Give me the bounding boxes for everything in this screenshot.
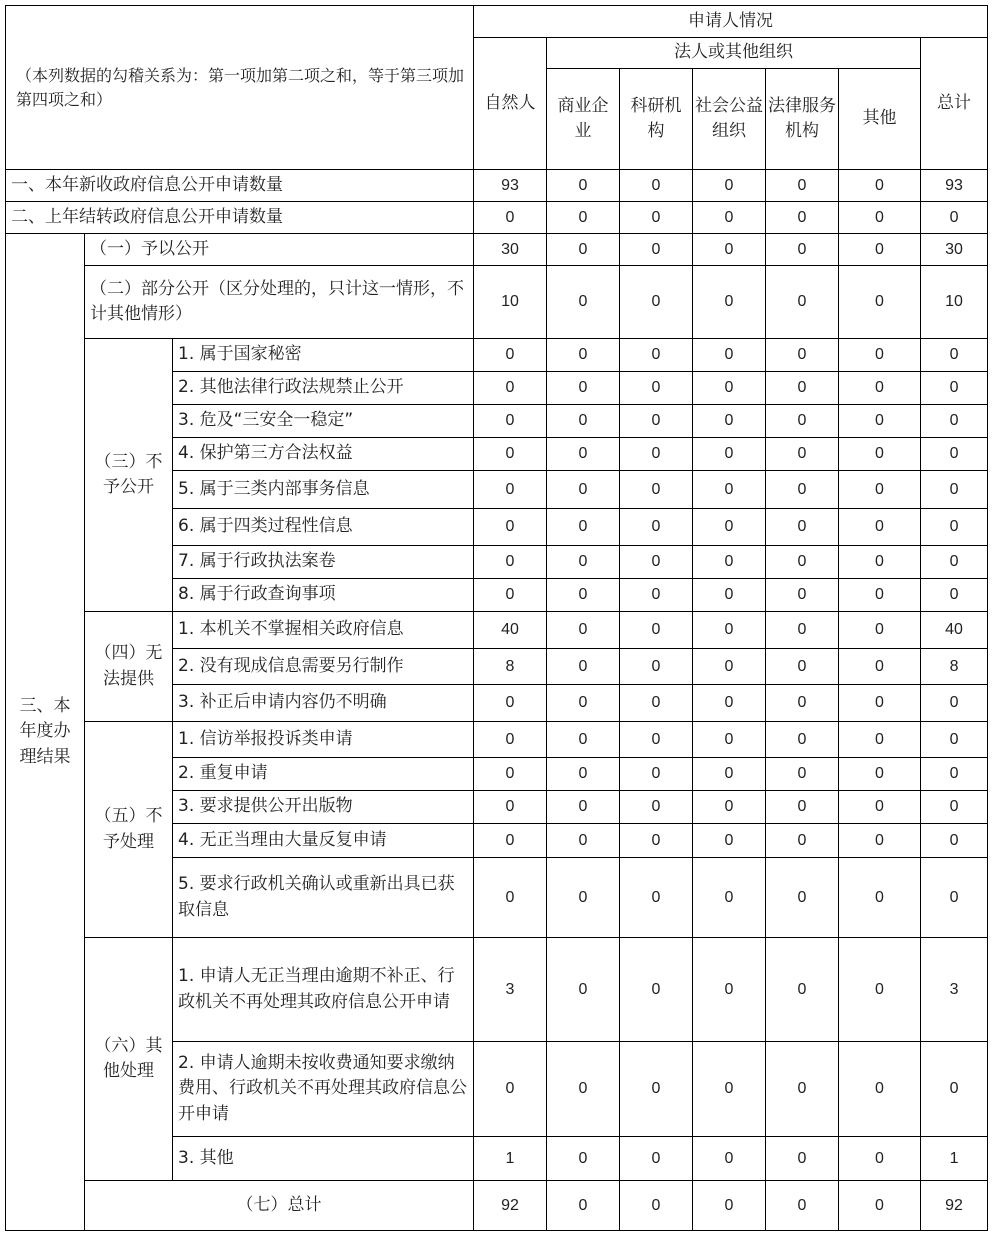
cell: 0 [693, 438, 766, 471]
table-row [6, 1181, 988, 1231]
header-note: （本列数据的勾稽关系为：第一项加第二项之和，等于第三项加第四项之和） [6, 6, 474, 170]
cell: 0 [474, 858, 547, 938]
sub6-label: （六）其他处理 [85, 938, 173, 1181]
cell: 0 [620, 509, 693, 546]
cell: 0 [839, 1042, 921, 1137]
cell: 0 [839, 722, 921, 758]
cell: 0 [547, 649, 620, 685]
cell: 8 [921, 649, 988, 685]
cell: 0 [839, 858, 921, 938]
cell: 0 [474, 546, 547, 579]
cell: 0 [921, 824, 988, 858]
cell: 0 [474, 202, 547, 234]
cell: 0 [766, 438, 839, 471]
cell: 0 [766, 509, 839, 546]
header-applicant-situation: 申请人情况 [474, 6, 988, 38]
cell: 0 [620, 234, 693, 266]
cell: 0 [547, 471, 620, 509]
cell: 0 [921, 758, 988, 791]
cell: 0 [766, 266, 839, 339]
row-label: 3. 其他 [173, 1137, 474, 1181]
cell: 0 [547, 372, 620, 405]
statistics-table [5, 5, 988, 1231]
row-label: 6. 属于四类过程性信息 [173, 509, 474, 546]
cell: 0 [839, 405, 921, 438]
cell: 0 [693, 234, 766, 266]
cell: 0 [839, 170, 921, 202]
cell: 40 [474, 612, 547, 649]
cell: 0 [921, 722, 988, 758]
header-natural-person: 自然人 [474, 38, 547, 170]
section3-label: 三、本年度办理结果 [6, 234, 85, 1231]
cell: 0 [547, 938, 620, 1042]
cell: 0 [693, 858, 766, 938]
cell: 0 [474, 758, 547, 791]
header-legal-org: 法人或其他组织 [547, 38, 921, 69]
cell: 0 [547, 1181, 620, 1231]
cell: 0 [839, 791, 921, 824]
row-label: 8. 属于行政查询事项 [173, 579, 474, 612]
cell: 0 [921, 372, 988, 405]
cell: 0 [839, 1181, 921, 1231]
row-label: 二、上年结转政府信息公开申请数量 [6, 202, 474, 234]
cell: 0 [547, 202, 620, 234]
cell: 0 [839, 612, 921, 649]
cell: 8 [474, 649, 547, 685]
table-row [6, 170, 988, 202]
row-label: 3. 要求提供公开出版物 [173, 791, 474, 824]
cell: 0 [620, 1181, 693, 1231]
cell: 0 [766, 579, 839, 612]
cell: 0 [839, 438, 921, 471]
cell: 0 [766, 372, 839, 405]
cell: 0 [693, 202, 766, 234]
row-label: 5. 属于三类内部事务信息 [173, 471, 474, 509]
row-label: 1. 属于国家秘密 [173, 339, 474, 372]
row-label: 3. 补正后申请内容仍不明确 [173, 685, 474, 722]
cell: 0 [766, 858, 839, 938]
cell: 0 [839, 339, 921, 372]
row-label: 1. 本机关不掌握相关政府信息 [173, 612, 474, 649]
cell: 0 [620, 579, 693, 612]
cell: 0 [839, 234, 921, 266]
cell: 0 [766, 202, 839, 234]
cell: 0 [921, 858, 988, 938]
cell: 0 [547, 858, 620, 938]
cell: 0 [693, 405, 766, 438]
table-row [6, 722, 988, 758]
table-row [6, 234, 988, 266]
cell: 0 [547, 170, 620, 202]
cell: 0 [620, 758, 693, 791]
cell: 0 [620, 438, 693, 471]
cell: 0 [547, 758, 620, 791]
cell: 93 [921, 170, 988, 202]
cell: 0 [693, 722, 766, 758]
table-row [6, 202, 988, 234]
cell: 0 [547, 546, 620, 579]
table-row [6, 339, 988, 372]
row-label: 2. 申请人逾期未按收费通知要求缴纳费用、行政机关不再处理其政府信息公开申请 [173, 1042, 474, 1137]
cell: 0 [693, 612, 766, 649]
cell: 0 [693, 509, 766, 546]
cell: 0 [921, 791, 988, 824]
cell: 0 [620, 372, 693, 405]
cell: 0 [693, 546, 766, 579]
cell: 0 [766, 722, 839, 758]
cell: 0 [547, 266, 620, 339]
cell: 0 [620, 266, 693, 339]
cell: 0 [620, 339, 693, 372]
cell: 0 [620, 791, 693, 824]
header-other: 其他 [839, 69, 921, 170]
row-label: 2. 没有现成信息需要另行制作 [173, 649, 474, 685]
cell: 0 [839, 372, 921, 405]
cell: 0 [766, 1137, 839, 1181]
cell: 92 [474, 1181, 547, 1231]
header-social-welfare: 社会公益组织 [693, 69, 766, 170]
cell: 0 [547, 722, 620, 758]
table-row [6, 266, 988, 339]
cell: 0 [766, 649, 839, 685]
cell: 0 [474, 1042, 547, 1137]
cell: 0 [474, 438, 547, 471]
cell: 0 [474, 405, 547, 438]
cell: 0 [693, 471, 766, 509]
cell: 0 [839, 546, 921, 579]
table-row [6, 938, 988, 1042]
cell: 0 [547, 509, 620, 546]
cell: 30 [921, 234, 988, 266]
cell: 0 [547, 791, 620, 824]
cell: 0 [693, 372, 766, 405]
cell: 0 [766, 1042, 839, 1137]
cell: 0 [766, 405, 839, 438]
cell: 0 [693, 938, 766, 1042]
cell: 0 [839, 1137, 921, 1181]
cell: 0 [766, 1181, 839, 1231]
cell: 0 [766, 685, 839, 722]
cell: 0 [474, 685, 547, 722]
row-label: 一、本年新收政府信息公开申请数量 [6, 170, 474, 202]
cell: 0 [839, 471, 921, 509]
cell: 0 [766, 612, 839, 649]
cell: 0 [547, 1137, 620, 1181]
cell: 0 [921, 579, 988, 612]
cell: 0 [620, 170, 693, 202]
cell: 0 [839, 649, 921, 685]
cell: 0 [693, 1042, 766, 1137]
cell: 0 [766, 824, 839, 858]
cell: 0 [620, 824, 693, 858]
cell: 0 [921, 509, 988, 546]
cell: 0 [766, 791, 839, 824]
row-label: 1. 申请人无正当理由逾期不补正、行政机关不再处理其政府信息公开申请 [173, 938, 474, 1042]
cell: 0 [921, 546, 988, 579]
cell: 0 [547, 612, 620, 649]
cell: 0 [620, 858, 693, 938]
cell: 0 [620, 546, 693, 579]
cell: 0 [839, 758, 921, 791]
cell: 0 [620, 612, 693, 649]
cell: 0 [547, 438, 620, 471]
cell: 0 [474, 824, 547, 858]
cell: 0 [474, 471, 547, 509]
cell: 30 [474, 234, 547, 266]
cell: 1 [474, 1137, 547, 1181]
cell: 0 [766, 471, 839, 509]
cell: 10 [474, 266, 547, 339]
cell: 0 [693, 1137, 766, 1181]
cell: 0 [620, 649, 693, 685]
cell: 0 [547, 1042, 620, 1137]
cell: 0 [693, 1181, 766, 1231]
cell: 0 [474, 509, 547, 546]
header-research: 科研机构 [620, 69, 693, 170]
cell: 0 [921, 685, 988, 722]
sub3-label: （三）不予公开 [85, 339, 173, 612]
cell: 0 [620, 685, 693, 722]
cell: 0 [547, 685, 620, 722]
cell: 0 [839, 824, 921, 858]
cell: 0 [766, 339, 839, 372]
cell: 0 [693, 824, 766, 858]
cell: 3 [474, 938, 547, 1042]
sub4-label: （四）无法提供 [85, 612, 173, 722]
row-label: 7. 属于行政执法案卷 [173, 546, 474, 579]
cell: 0 [620, 1137, 693, 1181]
header-total: 总计 [921, 38, 988, 170]
sub5-label: （五）不予处理 [85, 722, 173, 938]
cell: 0 [839, 685, 921, 722]
header-legal-service: 法律服务机构 [766, 69, 839, 170]
row-label: 2. 重复申请 [173, 758, 474, 791]
header-commercial: 商业企业 [547, 69, 620, 170]
cell: 0 [693, 170, 766, 202]
cell: 0 [693, 791, 766, 824]
cell: 0 [921, 438, 988, 471]
cell: 0 [839, 202, 921, 234]
cell: 0 [839, 509, 921, 546]
cell: 0 [620, 938, 693, 1042]
cell: 0 [474, 339, 547, 372]
cell: 0 [547, 405, 620, 438]
cell: 0 [474, 579, 547, 612]
table-row [6, 612, 988, 649]
cell: 0 [547, 824, 620, 858]
cell: 0 [620, 471, 693, 509]
cell: 0 [547, 339, 620, 372]
cell: 0 [839, 938, 921, 1042]
cell: 0 [693, 685, 766, 722]
cell: 0 [921, 339, 988, 372]
cell: 0 [766, 938, 839, 1042]
cell: 1 [921, 1137, 988, 1181]
row-label: （七）总计 [85, 1181, 474, 1231]
cell: 0 [620, 202, 693, 234]
cell: 3 [921, 938, 988, 1042]
cell: 0 [547, 579, 620, 612]
cell: 0 [921, 1042, 988, 1137]
cell: 40 [921, 612, 988, 649]
cell: 0 [839, 266, 921, 339]
row-label: （二）部分公开（区分处理的，只计这一情形，不计其他情形） [85, 266, 474, 339]
cell: 0 [693, 758, 766, 791]
cell: 0 [693, 266, 766, 339]
row-label: 2. 其他法律行政法规禁止公开 [173, 372, 474, 405]
cell: 0 [693, 649, 766, 685]
row-label: 1. 信访举报投诉类申请 [173, 722, 474, 758]
cell: 0 [474, 372, 547, 405]
row-label: （一）予以公开 [85, 234, 474, 266]
cell: 0 [693, 339, 766, 372]
cell: 0 [547, 234, 620, 266]
cell: 0 [766, 170, 839, 202]
cell: 93 [474, 170, 547, 202]
cell: 0 [921, 405, 988, 438]
cell: 92 [921, 1181, 988, 1231]
row-label: 4. 保护第三方合法权益 [173, 438, 474, 471]
cell: 0 [620, 1042, 693, 1137]
row-label: 3. 危及“三安全一稳定” [173, 405, 474, 438]
cell: 0 [620, 405, 693, 438]
row-label: 4. 无正当理由大量反复申请 [173, 824, 474, 858]
cell: 0 [474, 722, 547, 758]
row-label: 5. 要求行政机关确认或重新出具已获取信息 [173, 858, 474, 938]
cell: 10 [921, 266, 988, 339]
cell: 0 [693, 579, 766, 612]
cell: 0 [474, 791, 547, 824]
cell: 0 [766, 546, 839, 579]
cell: 0 [620, 722, 693, 758]
cell: 0 [839, 579, 921, 612]
cell: 0 [921, 471, 988, 509]
cell: 0 [766, 234, 839, 266]
cell: 0 [766, 758, 839, 791]
cell: 0 [921, 202, 988, 234]
